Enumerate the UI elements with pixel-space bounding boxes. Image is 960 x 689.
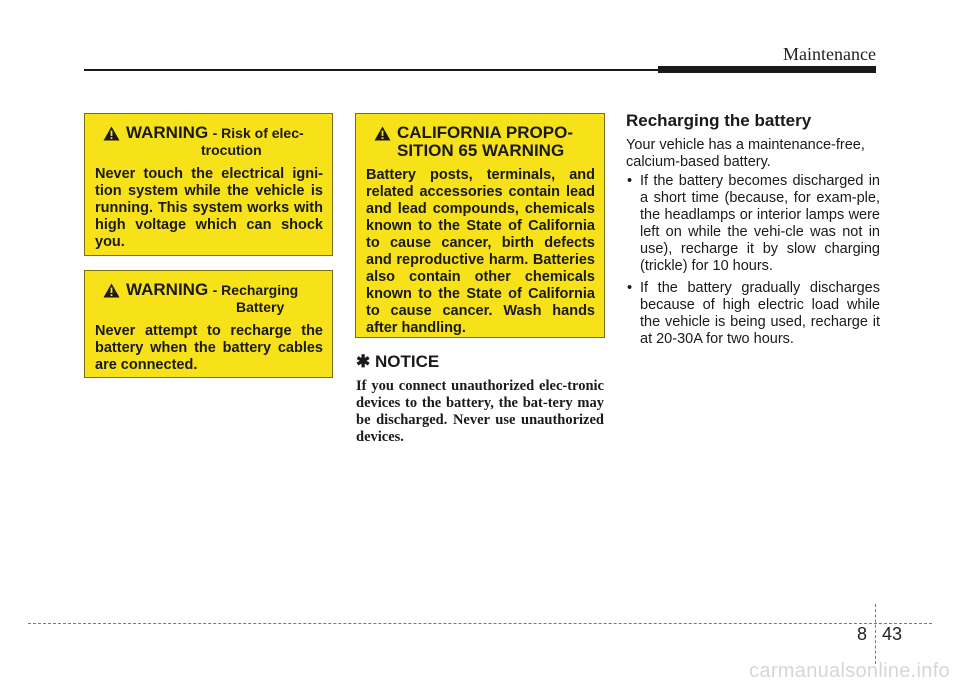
notice-title: NOTICE (374, 352, 440, 371)
warning-label: WARNING (126, 280, 209, 299)
header-rule (84, 69, 658, 71)
warning-subtitle-cont: Battery (236, 299, 285, 315)
warning-body: Never attempt to recharge the battery when the battery cables are connected. (95, 323, 323, 373)
warning-box-electrocution (84, 113, 333, 256)
warning-box-recharging (84, 270, 333, 378)
warning-subtitle: - Risk of elec- (212, 125, 304, 141)
warning-subtitle-cont: trocution (201, 142, 262, 158)
california-prop65-box (355, 113, 605, 338)
section-title: Maintenance (783, 44, 876, 64)
warning-triangle-icon (103, 126, 120, 141)
warning-header (95, 281, 323, 316)
chapter-number: 8 (857, 624, 868, 644)
page-number-separator (875, 604, 876, 664)
warning-body: Never touch the electrical igni-tion system while the vehicle is running. This system works with high voltage which can shock you. (95, 166, 323, 250)
recharging-bullet-list (626, 173, 880, 353)
warning-triangle-icon (374, 126, 391, 141)
notice-heading (356, 352, 439, 372)
notice-icon: ✱ (356, 352, 371, 371)
list-item: • If the battery becomes discharged in a short time (because, for exam-ple, the headlamps or interior lamps were left on while the vehi-cle was not in use), recharge it by slow charging (trickle) for 10 hours. (626, 173, 880, 275)
california-title-cont: SITION 65 WARNING (397, 141, 565, 160)
list-item: • If the battery gradually discharges because of high electric load while the vehicle is being used, recharge it at 20-30A for two hours. (626, 280, 880, 348)
recharging-heading: Recharging the battery (626, 111, 812, 130)
warning-label: WARNING (126, 123, 209, 142)
page-number: 43 (882, 624, 903, 644)
california-title: CALIFORNIA PROPO- (397, 123, 573, 142)
watermark: carmanualsonline.info (749, 660, 950, 682)
footer-rule (28, 623, 932, 624)
california-header (366, 124, 595, 160)
recharging-intro: Your vehicle has a maintenance-free, calcium-based battery. (626, 137, 865, 170)
warning-subtitle: - Recharging (212, 282, 299, 298)
header-bar (658, 66, 876, 73)
warning-triangle-icon (103, 283, 120, 298)
warning-header (95, 124, 323, 159)
notice-body: If you connect unauthorized elec-tronic devices to the battery, the bat-tery may be discharged. Never use unauthorized devices. (356, 378, 604, 445)
california-body: Battery posts, terminals, and related accessories contain lead and lead compounds, chemicals known to the State of California to cause cancer, birth defects and reproductive harm. Batteries also contain other chemicals known to the State of California to cause cancer. Wash hands after handling. (366, 167, 595, 336)
